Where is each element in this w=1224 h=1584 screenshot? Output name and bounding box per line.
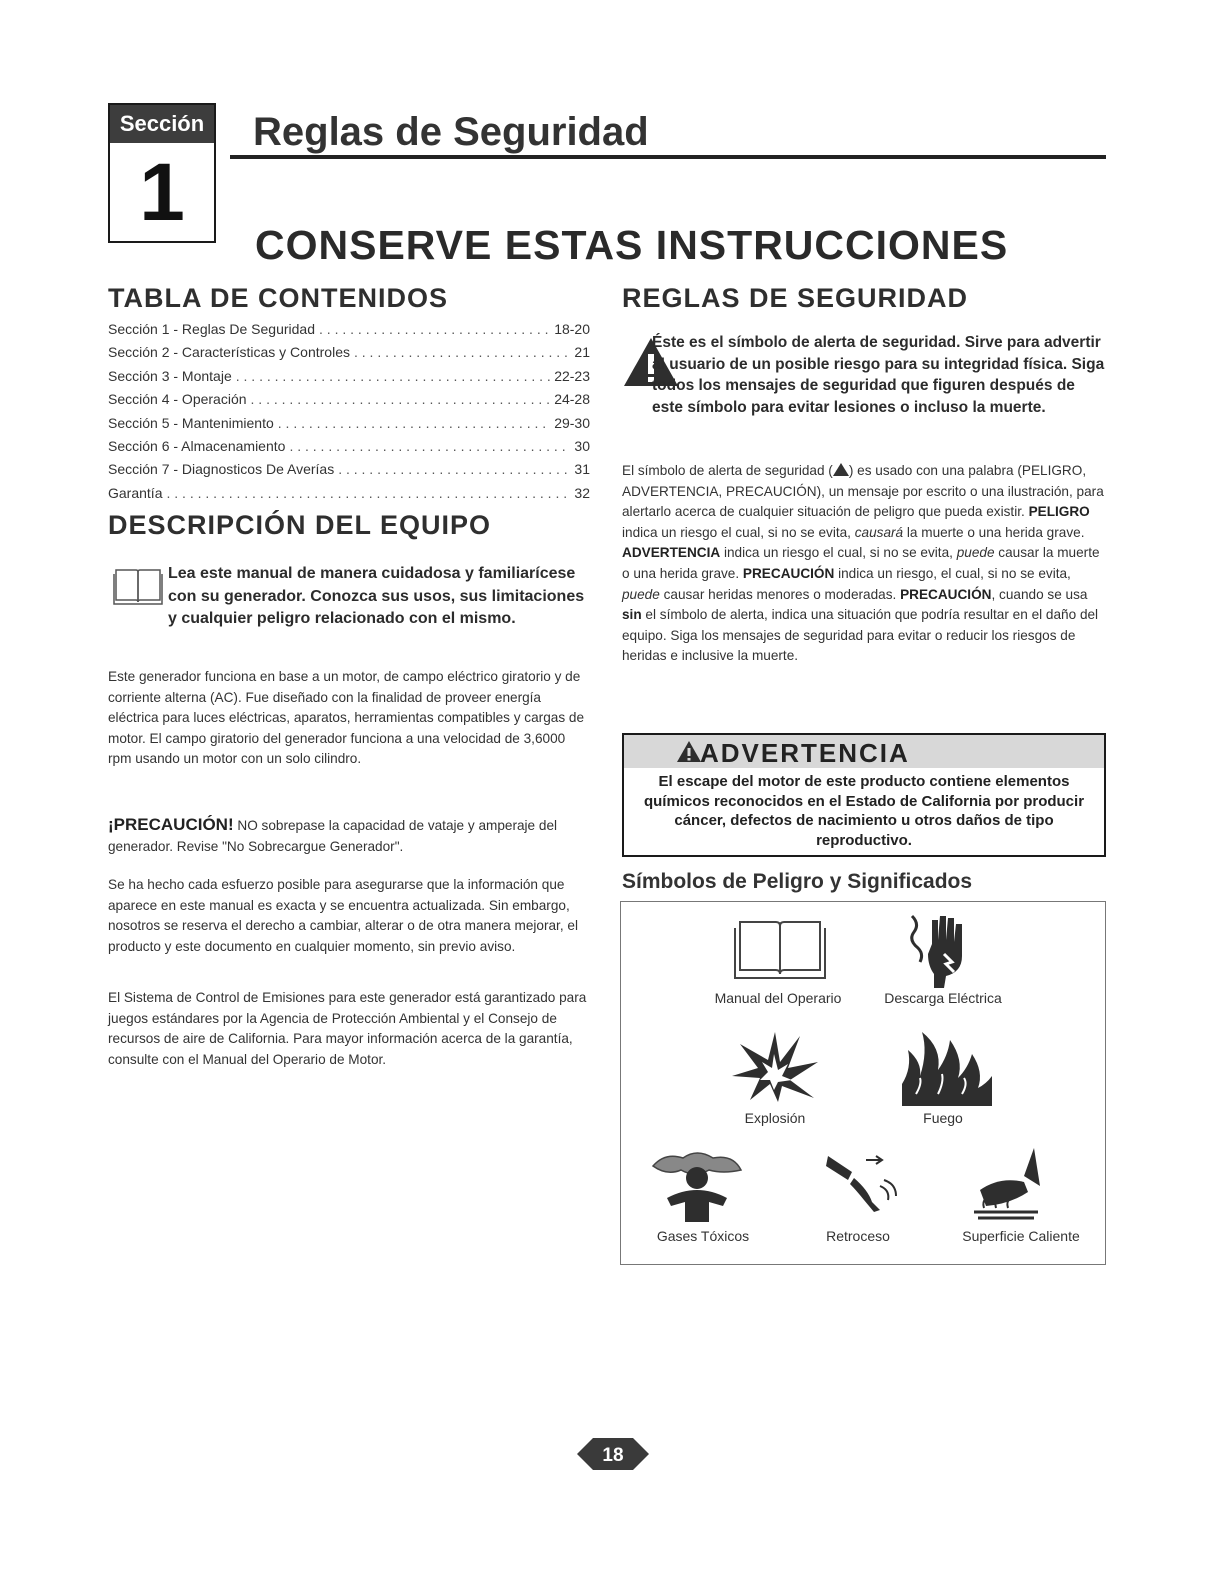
toc-item[interactable]: Sección 2 - Características y Controles . . . 21	[108, 341, 590, 364]
toc-item[interactable]: Sección 1 - Reglas De Seguridad . . . 18-20	[108, 318, 590, 341]
alert-callout: Éste es el símbolo de alerta de seguridad. Sirve para advertir al usuario de un posible riesgo para su integridad física. Siga todos los mensajes de seguridad que figuren después de este símbolo para evitar lesiones o incluso la muerte.	[652, 334, 1105, 416]
symbol-label: Manual del Operario	[714, 990, 842, 1006]
page-number-badge	[577, 1436, 649, 1477]
symbol-label: Descarga Eléctrica	[884, 990, 1002, 1006]
page-title: Reglas de Seguridad	[253, 110, 649, 154]
page-subtitle: CONSERVE ESTAS INSTRUCCIONES	[255, 222, 1009, 268]
caution-label: ¡PRECAUCIÓN!	[108, 815, 234, 834]
symbol-label: Retroceso	[826, 1228, 890, 1244]
table-of-contents	[108, 318, 590, 505]
description-heading: DESCRIPCIÓN DEL EQUIPO	[108, 510, 492, 540]
hot-surface-icon	[970, 1146, 1042, 1222]
toc-item[interactable]: Sección 4 - Operación . . . 24-28	[108, 388, 590, 411]
symbols-heading: Símbolos de Peligro y Significados	[622, 870, 973, 893]
page-number: 18	[602, 1445, 624, 1466]
emissions-paragraph: El Sistema de Control de Emisiones para este generador está garantizado para juegos estándares por la Agencia de Protección Ambiental y el Consejo de recursos de aire de California. Para mayor información acerca de la garantía, consulte con el Manual del Operario de Motor.	[108, 990, 587, 1067]
toc-item[interactable]: Sección 3 - Montaje . . . 22-23	[108, 365, 590, 388]
toc-item[interactable]: Sección 7 - Diagnosticos De Averías . . . 31	[108, 458, 590, 481]
signal-words-paragraph: El símbolo de alerta de seguridad ( ) es usado con una palabra (PELIGRO, ADVERTENCIA, PRECAUCIÓN), un mensaje por escrito o una ilustración, para alertarlo acerca de cualquier situación de peligro que pueda existir. PELIGRO indica un riesgo el cual, si no se evita, causará la muerte o una herida grave. ADVERTENCIA indica un riesgo el cual, si no se evita, puede causar la muerte o una herida grave. PRECAUCIÓN indica un riesgo, el cual, si no se evita, puede causar heridas menores o moderadas. PRECAUCIÓN, cuando se usa sin el símbolo de alerta, indica una situación que podría resultar en el daño del equipo. Siga los mensajes de seguridad para evitar o reducir los riesgos de heridas e inclusive la muerte.	[622, 463, 1104, 664]
book-icon	[732, 912, 828, 984]
safety-heading: REGLAS DE SEGURIDAD	[622, 283, 969, 313]
symbol-label: Explosión	[744, 1110, 806, 1126]
toc-item[interactable]: Sección 5 - Mantenimiento . . . 29-30	[108, 412, 590, 435]
warning-alert-icon	[676, 740, 702, 763]
description-callout: Lea este manual de manera cuidadosa y familiarícese con su generador. Conozca sus usos, sus limitaciones y cualquier peligro relacionado con el mismo.	[168, 565, 585, 627]
section-label: Sección	[110, 105, 214, 143]
toc-item[interactable]: Sección 6 - Almacenamiento . . . 30	[108, 435, 590, 458]
toc-item[interactable]: Garantía . . . 32	[108, 482, 590, 505]
explosion-icon	[730, 1028, 820, 1104]
description-paragraph: Este generador funciona en base a un motor, de campo eléctrico giratorio y de corriente alterna (AC). Fue diseñado con la finalidad de proveer energía eléctrica para luces eléctricas, aparatos, herramientas compatibles y cargas de motor. El campo giratorio del generador funciona a una velocidad de 3,6000 rpm usando un motor con un solo cilindro.	[108, 669, 585, 767]
symbol-label: Fuego	[923, 1110, 963, 1126]
fire-icon	[892, 1028, 996, 1108]
disclaimer-paragraph: Se ha hecho cada esfuerzo posible para asegurarse que la información que aparece en este manual es exacta y se encuentra actualizada. Sin embargo, nosotros se reserva el derecho a cambiar, alterar o de otra manera mejorar, el producto y este documento en cualquier momento, sin previo aviso.	[108, 877, 578, 954]
section-number: 1	[139, 147, 185, 238]
toxic-gas-icon	[645, 1148, 749, 1222]
book-icon	[112, 562, 164, 608]
symbol-label: Superficie Caliente	[962, 1228, 1080, 1244]
page-badge-shape	[577, 1436, 649, 1472]
title-rule	[230, 155, 1106, 159]
toc-heading: TABLA DE CONTENIDOS	[108, 283, 448, 313]
warning-title: ADVERTENCIA	[700, 738, 910, 768]
symbol-label: Gases Tóxicos	[656, 1228, 750, 1244]
warning-text: El escape del motor de este producto contiene elementos químicos reconocidos en el Estado de California por producir cáncer, defectos de nacimiento u otros daños de tipo reproductivo.	[643, 773, 1085, 849]
kickback-icon	[818, 1150, 902, 1214]
inline-alert-icon	[833, 463, 849, 476]
caution-paragraph: ¡PRECAUCIÓN! NO sobrepase la capacidad de vataje y amperaje del generador. Revise "No Sobrecargue Generador".	[108, 815, 558, 854]
electric-shock-icon	[908, 910, 978, 990]
